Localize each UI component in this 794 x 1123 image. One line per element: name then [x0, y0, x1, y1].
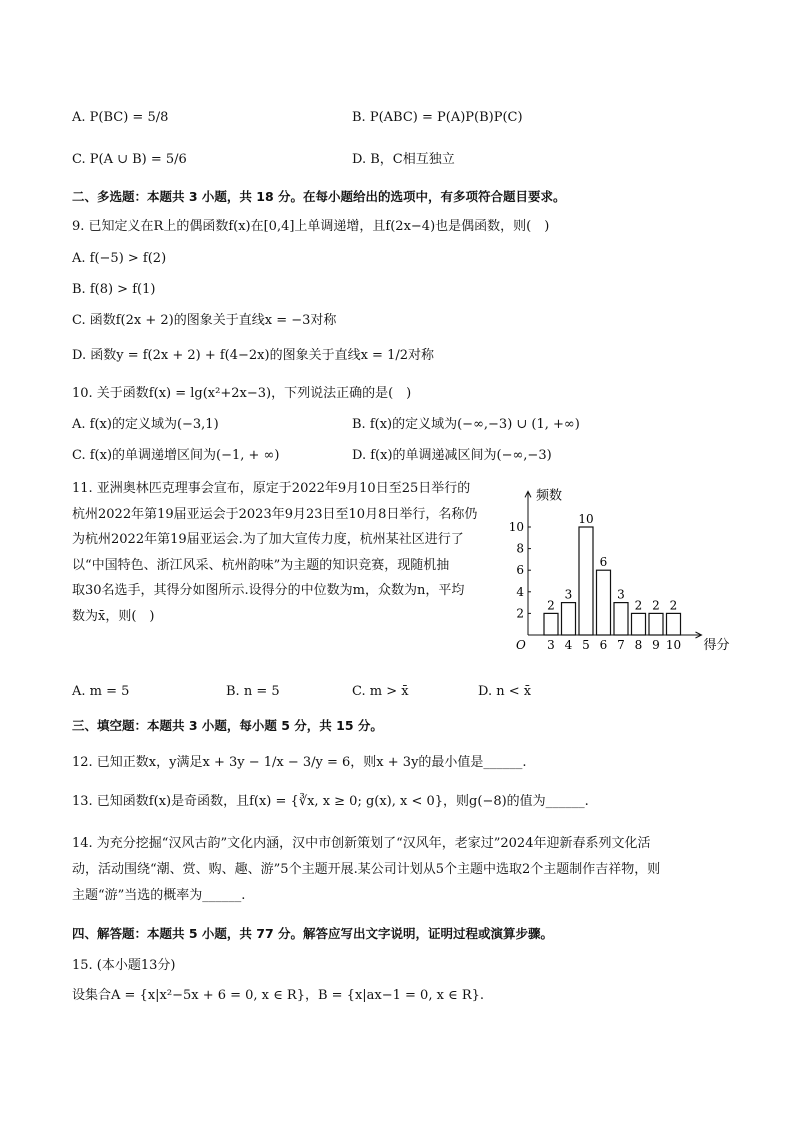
- bar-data-label: 3: [617, 587, 625, 602]
- q10-option-c: C. f(x)的单调递增区间为(−1, + ∞): [72, 448, 280, 463]
- q9-option-a: A. f(−5) > f(2): [72, 251, 167, 266]
- q11-line-6: 数为x̄，则( ): [72, 608, 155, 624]
- q11-line-3: 为杭州2022年第19届亚运会.为了加大宣传力度，杭州某社区进行了: [72, 532, 464, 547]
- q11-option-d: D. n < x̄: [478, 684, 532, 699]
- q11-option-b: B. n = 5: [226, 684, 280, 699]
- bar-data-label: 6: [599, 555, 608, 570]
- frequency-bar-chart: [498, 470, 738, 660]
- q11-line-5: 取30名选手，其得分如图所示.设得分的中位数为m，众数为n，平均: [72, 583, 465, 598]
- q11-line-4: 以“中国特色、浙江风采、杭州韵味”为主题的知识竞赛，现随机抽: [72, 557, 450, 573]
- q10-option-b: B. f(x)的定义域为(−∞,−3) ∪ (1, +∞): [352, 417, 580, 432]
- x-tick-label: 9: [652, 638, 660, 652]
- bar: [667, 613, 681, 635]
- q8-option-d: D. B，C相互独立: [352, 152, 455, 167]
- x-tick-label: 7: [617, 638, 625, 652]
- q9-stem: 9. 已知定义在R上的偶函数f(x)在[0,4]上单调递增，且f(2x−4)也是偶函数，则( ): [72, 219, 550, 234]
- bar-data-label: 2: [652, 598, 660, 613]
- bar-data-label: 2: [634, 598, 643, 613]
- q11-stem: [72, 476, 492, 629]
- y-tick-label: 8: [516, 541, 524, 556]
- q12-stem: 12. 已知正数x，y满足x + 3y − 1/x − 3/y = 6，则x + 3y的最小值是______.: [72, 755, 527, 770]
- bar: [579, 527, 593, 635]
- bar: [649, 613, 663, 635]
- q10-option-a: A. f(x)的定义域为(−3,1): [72, 417, 219, 432]
- q11-option-c: C. m > x̄: [352, 684, 409, 699]
- bar: [544, 613, 558, 635]
- y-tick-label: 10: [508, 520, 524, 534]
- q8-option-b: B. P(ABC) = P(A)P(B)P(C): [352, 110, 523, 125]
- y-tick-label: 4: [516, 584, 524, 599]
- q15-stem: 设集合A = {x|x²−5x + 6 = 0, x ∈ R}，B = {x|ax−1 = 0, x ∈ R}.: [72, 988, 485, 1003]
- bar-data-label: 3: [564, 587, 573, 602]
- bar-data-label: 10: [578, 512, 594, 526]
- q15-title: 15. (本小题13分): [72, 958, 176, 973]
- x-tick-label: 3: [547, 638, 555, 652]
- section-4-heading: 四、解答题：本题共 5 小题，共 77 分。解答应写出文字说明，证明过程或演算步骤。: [72, 926, 554, 941]
- y-tick-label: 2: [516, 606, 524, 621]
- q9-option-c: C. 函数f(2x + 2)的图象关于直线x = −3对称: [72, 313, 337, 328]
- x-tick-label: 4: [564, 638, 573, 652]
- y-axis-label: 频数: [536, 488, 563, 504]
- section-2-heading: 二、多选题：本题共 3 小题，共 18 分。在每小题给出的选项中，有多项符合题目要求。: [72, 189, 566, 204]
- x-tick-label: 5: [582, 638, 590, 652]
- q9-option-d: D. 函数y = f(2x + 2) + f(4−2x)的图象关于直线x = 1/2对称: [72, 348, 435, 363]
- q11-option-a: A. m = 5: [72, 684, 130, 699]
- q11-line-1: 11. 亚洲奥林匹克理事会宣布，原定于2022年9月10日至25日举行的: [72, 481, 471, 496]
- origin-label: O: [516, 638, 526, 652]
- bar-data-label: 2: [547, 598, 555, 613]
- x-tick-label: 8: [634, 638, 643, 652]
- q14-line-3: 主题“游”当选的概率为______.: [72, 888, 246, 903]
- bar: [562, 603, 576, 635]
- q10-option-d: D. f(x)的单调递减区间为(−∞,−3): [352, 448, 552, 463]
- bar: [632, 613, 646, 635]
- q8-option-a: A. P(BC) = 5/8: [72, 110, 169, 125]
- q14-line-2: 动，活动围绕“潮、赏、购、趣、游”5个主题开展.某公司计划从5个主题中选取2个主题制作吉祥物，则: [72, 862, 661, 877]
- q8-option-c: C. P(A ∪ B) = 5/6: [72, 152, 187, 167]
- section-3-heading: 三、填空题：本题共 3 小题，每小题 5 分，共 15 分。: [72, 718, 383, 733]
- x-tick-label: 10: [665, 638, 682, 652]
- x-axis-label: 得分: [703, 638, 730, 653]
- q10-stem: 10. 关于函数f(x) = lg(x²+2x−3)，下列说法正确的是( ): [72, 386, 412, 401]
- x-tick-label: 6: [599, 638, 608, 652]
- q14-line-1: 14. 为充分挖掘“汉风古韵”文化内涵，汉中市创新策划了“汉风年，老家过”2024年迎新春系列文化活: [72, 836, 651, 851]
- bar-data-label: 2: [669, 598, 678, 613]
- q14-stem: [72, 831, 722, 909]
- q11-line-2: 杭州2022年第19届亚运会于2023年9月23日至10月8日举行，名称仍: [72, 506, 478, 522]
- y-tick-label: 6: [516, 563, 524, 578]
- q9-option-b: B. f(8) > f(1): [72, 282, 156, 297]
- q13-stem: 13. 已知函数f(x)是奇函数，且f(x) = {∛x, x ≥ 0; g(x), x < 0}，则g(−8)的值为______.: [72, 794, 589, 809]
- bar: [614, 603, 628, 635]
- bar: [597, 570, 611, 635]
